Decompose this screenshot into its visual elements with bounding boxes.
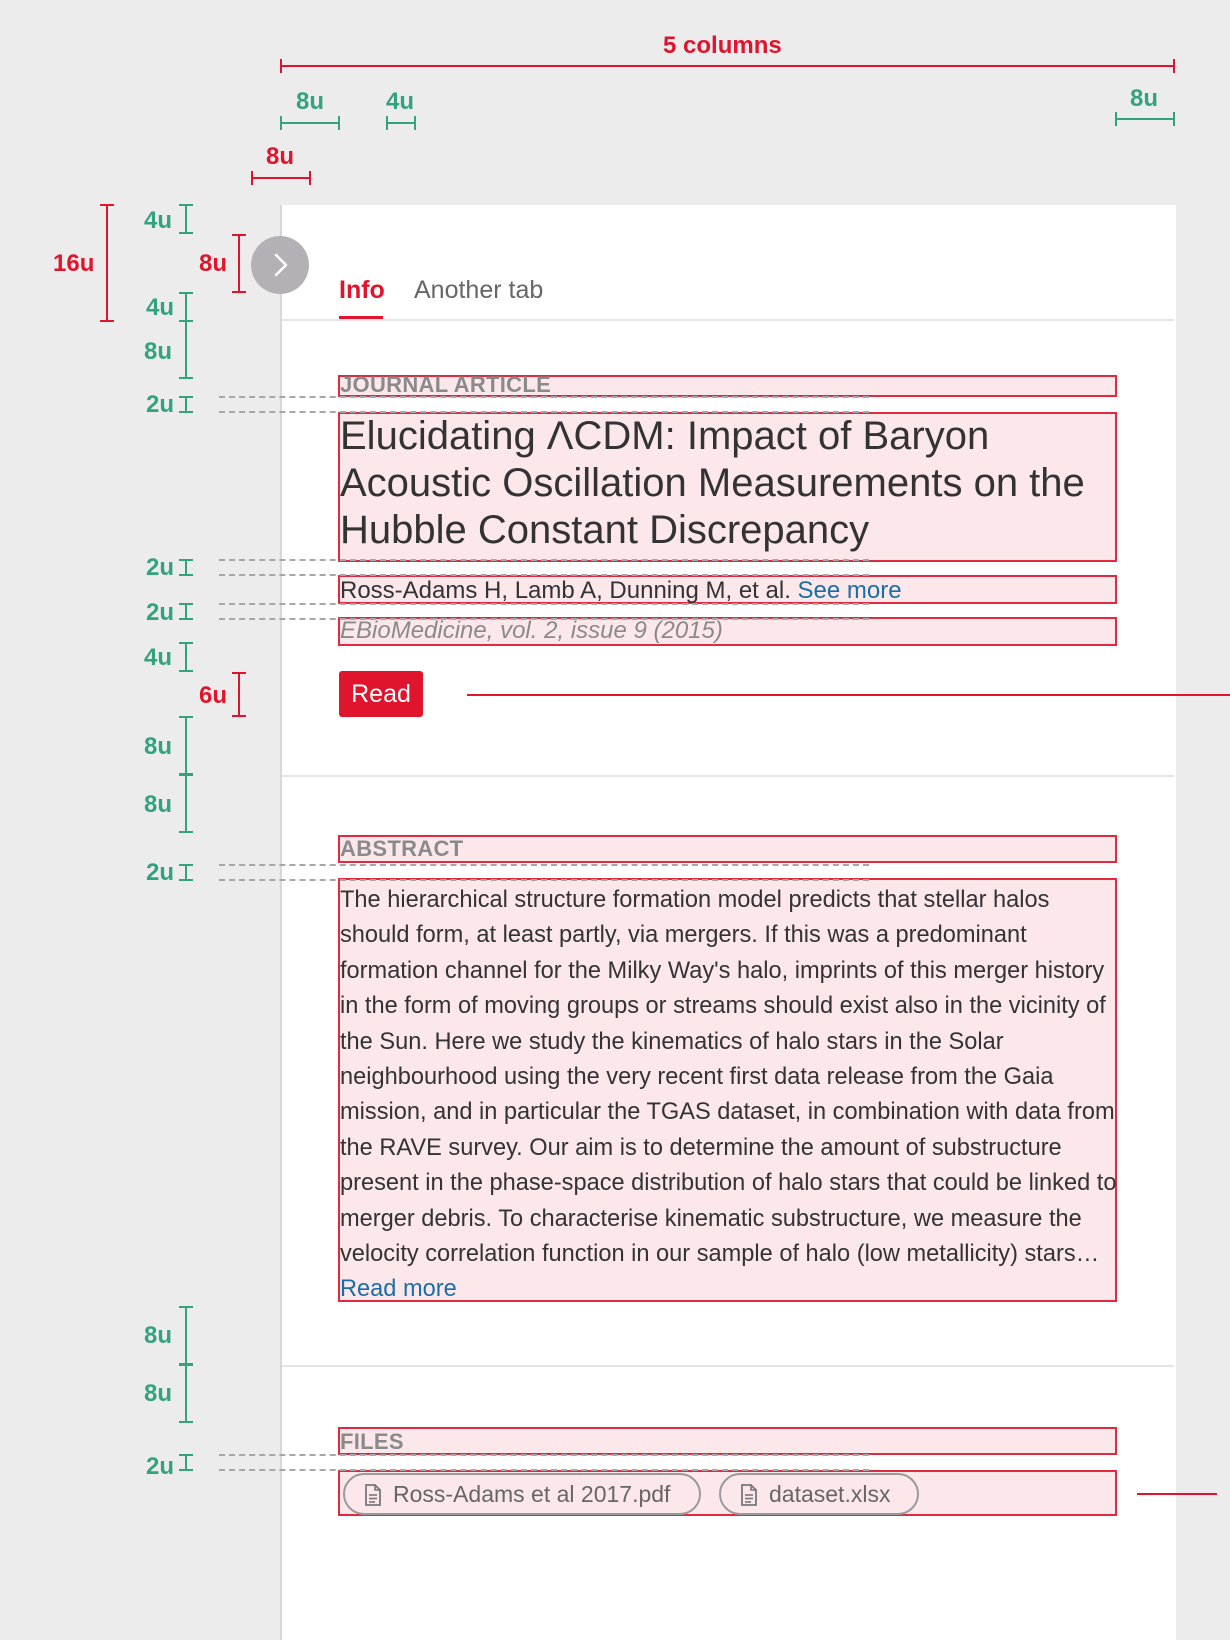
article-authors: Ross-Adams H, Lamb A, Dunning M, et al. See more — [340, 577, 902, 604]
section-divider-2 — [282, 1365, 1174, 1367]
spacing-2u-label: 2u — [146, 391, 175, 418]
document-icon — [739, 1483, 759, 1507]
guide-dashes — [219, 411, 869, 413]
tab-another[interactable]: Another tab — [414, 276, 544, 304]
abstract-heading: ABSTRACT — [340, 836, 464, 861]
button-6u-label: 6u — [199, 682, 228, 709]
right-margin-8u-label: 8u — [1130, 85, 1159, 112]
section-8u-label: 8u — [144, 338, 173, 365]
highlight-files-heading — [338, 1427, 1117, 1455]
spacing-2u-dimension — [179, 396, 193, 413]
guide-dashes — [219, 1454, 869, 1456]
spacing-2u-dimension — [179, 559, 193, 576]
toggle-8u-label: 8u — [199, 250, 228, 277]
spacing-2u-dimension — [179, 603, 193, 620]
offset-8u-dimension — [251, 171, 311, 185]
section-gap-8u-label: 8u — [144, 1322, 173, 1349]
section-8u-dimension — [179, 320, 193, 379]
right-margin-8u-dimension — [1115, 112, 1175, 126]
tabs-divider — [282, 319, 1174, 321]
top-4u-label: 4u — [144, 207, 173, 234]
file-name: Ross-Adams et al 2017.pdf — [393, 1481, 671, 1507]
spacing-2u-dimension — [179, 1454, 193, 1471]
section-gap-8u-dimension — [179, 1364, 193, 1423]
guide-dashes — [219, 396, 869, 398]
guide-dashes — [219, 603, 869, 605]
spacing-2u-label: 2u — [146, 1453, 175, 1480]
guide-dashes — [219, 1469, 869, 1471]
guide-dashes — [219, 574, 869, 576]
header-16u-dimension — [100, 204, 114, 322]
chevron-right-icon — [251, 236, 309, 294]
gutter-4u-label: 4u — [386, 88, 415, 115]
header-16u-label: 16u — [53, 250, 95, 277]
read-more-link[interactable]: Read more — [340, 1276, 457, 1303]
section-gap-8u-label: 8u — [144, 791, 173, 818]
spacing-2u-label: 2u — [146, 554, 175, 581]
files-pointer — [1137, 1493, 1217, 1495]
read-button-pointer — [467, 694, 1230, 696]
spacing-2u-label: 2u — [146, 599, 175, 626]
guide-dashes — [219, 618, 869, 620]
button-4u-label: 4u — [144, 644, 173, 671]
file-chip[interactable] — [719, 1473, 919, 1515]
button-4u-dimension — [179, 642, 193, 672]
columns-dimension — [280, 59, 1175, 73]
top-4u-dimension — [179, 204, 193, 234]
article-title: Elucidating ΛCDM: Impact of Baryon Acoustic Oscillation Measurements on the Hubble Constant Discrepancy — [340, 414, 1085, 552]
article-journal: EBioMedicine, vol. 2, issue 9 (2015) — [340, 617, 723, 644]
spacing-2u-label: 2u — [146, 859, 175, 886]
collapse-toggle-button[interactable] — [251, 236, 309, 294]
margin-8u-dimension — [280, 116, 340, 130]
section-divider-1 — [282, 775, 1174, 777]
tabs-4u-dimension — [179, 292, 193, 322]
section-gap-8u-dimension — [179, 1306, 193, 1365]
guide-dashes — [219, 559, 869, 561]
article-type-label: JOURNAL ARTICLE — [340, 372, 552, 397]
document-icon — [363, 1483, 383, 1507]
margin-8u-label: 8u — [296, 88, 325, 115]
files-heading: FILES — [340, 1429, 404, 1454]
file-name: dataset.xlsx — [769, 1481, 891, 1507]
gutter-4u-dimension — [386, 116, 416, 130]
tab-info[interactable]: Info — [339, 276, 385, 304]
columns-label: 5 columns — [663, 32, 782, 59]
guide-dashes — [219, 864, 869, 866]
section-gap-8u-label: 8u — [144, 1380, 173, 1407]
toggle-8u-dimension — [232, 234, 246, 293]
offset-8u-label: 8u — [266, 143, 295, 170]
guide-dashes — [219, 879, 869, 881]
tabs-4u-label: 4u — [146, 294, 175, 321]
button-6u-dimension — [232, 672, 246, 717]
section-gap-8u-label: 8u — [144, 733, 173, 760]
see-more-link[interactable]: See more — [797, 577, 902, 604]
section-gap-8u-dimension — [179, 716, 193, 775]
file-chip[interactable] — [343, 1473, 701, 1515]
read-button[interactable]: Read — [339, 671, 423, 717]
abstract-text: The hierarchical structure formation model predicts that stellar halos should form, at least partly, via mergers. If this was a predominant formation channel for the Milky Way's halo, imprints of this merger history in the form of moving groups or streams should exist also in the vicinity of the Sun. Here we study the kinematics of halo stars in the Solar neighbourhood using the very recent first data release from the Gaia mission, and in particular the TGAS dataset, in combination with data from the RAVE survey. Our aim is to determine the amount of substructure present in the phase-space distribution of halo stars that could be linked to merger debris. To characterise kinematic substructure, we measure the velocity correlation function in our sample of halo (low metallicity) stars… Read more — [340, 887, 1117, 1303]
section-gap-8u-dimension — [179, 774, 193, 833]
spacing-2u-dimension — [179, 864, 193, 881]
